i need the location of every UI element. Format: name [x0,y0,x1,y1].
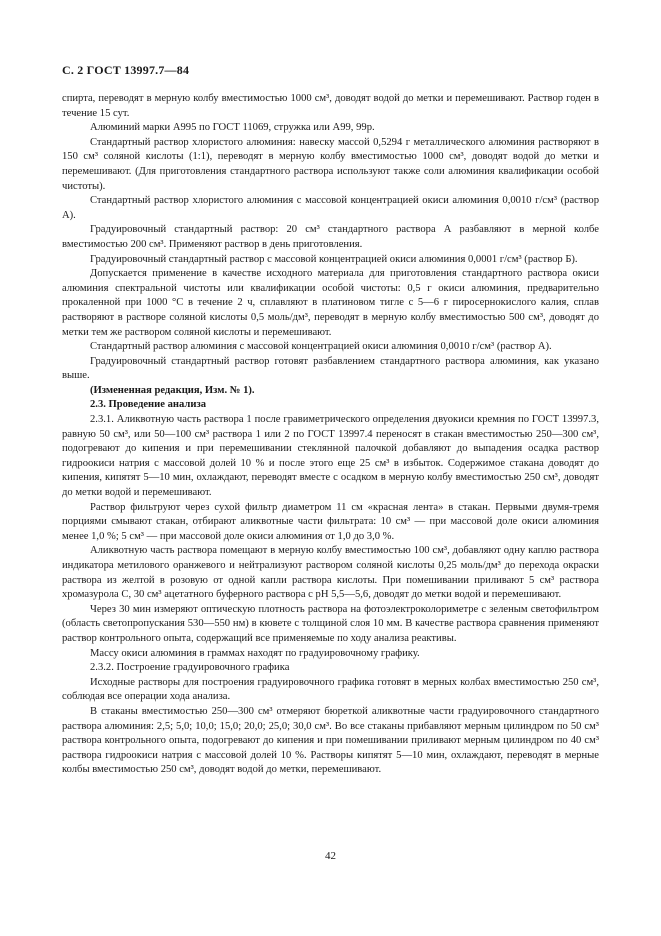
subsection-heading: 2.3.2. Построение градуировочного графика [90,662,290,674]
paragraph: Градуировочный стандартный раствор: 20 см³ стандартного раствора А разбавляют в мерной колбе вместимостью 200 см³. Применяют раствор в день приготовления. [62,224,599,250]
paragraph: Исходные растворы для построения градуировочного графика готовят в мерных колбах вместимостью 250 см³, соблюдая все операции хода анализа. [62,676,599,703]
paragraph: Градуировочный стандартный раствор готовят разбавлением стандартного раствора алюминия, как указано выше. [62,355,599,382]
paragraph: 2.3.1. Аликвотную часть раствора 1 после гравиметрического определения двуокиси кремния по ГОСТ 13997.3, равную 50 см³, или 50—100 см³ раствора 1 или 2 по ГОСТ 13997.4 переносят в стакан вместимостью 250—300 см³, подогревают до кипения и при перемешивании стеклянной палочкой добавляют до выпадения осадка раствор гидроокиси натрия с массовой долей 10 % и после этого еще 25 см³ в избыток. Содержимое стакана доводят до кипения, кипятят 5—10 мин, охлаждают, переводят вместе с осадком в мерную колбу вместимостью 250 см³, доводят до метки водой и перемешивают. [62,414,599,499]
paragraph: Стандартный раствор алюминия с массовой концентрацией окиси алюминия 0,0010 г/см³ (раствор А). [90,341,552,353]
paragraph: Стандартный раствор хлористого алюминия с массовой концентрацией окиси алюминия 0,0010 г/см³ (раствор А). [62,195,599,221]
page-header: С. 2 ГОСТ 13997.7—84 [62,63,190,77]
paragraph: Аликвотную часть раствора помещают в мерную колбу вместимостью 100 см³, добавляют одну каплю раствора индикатора метилового оранжевого и нейтрализуют раствором соляной кислоты 0,25 моль/дм³ до перехода окраски раствора из желтой в розовую от одной капли раствора кислоты. При помешивании приливают 5 см³ раствора хромазурола С, 30 см³ ацетатного буферного раствора с рН 5,5—5,6, доводят до метки водой и перемешивают. [62,545,599,601]
paragraph: Алюминий марки А995 по ГОСТ 11069, стружка или А99, 99р. [90,122,375,134]
amendment-note: (Измененная редакция, Изм. № 1). [90,384,255,396]
paragraph: Массу окиси алюминия в граммах находят по градуировочному графику. [90,647,420,659]
paragraph: Раствор фильтруют через сухой фильтр диаметром 11 см «красная лента» в стакан. Первыми двумя-тремя порциями смывают стакан, отбирают аликвотные части фильтрата: 10 см³ — при массовой доле окиси алюминия менее 1,0 %; 5 см³ — при массовой доле окиси алюминия от 1,0 до 3,0 %. [62,501,599,542]
paragraph: В стаканы вместимостью 250—300 см³ отмеряют бюреткой аликвотные части градуировочного стандартного раствора алюминия: 2,5; 5,0; 10,0; 15,0; 20,0; 25,0; 30,0 см³. Во все стаканы прибавляют мерным цилиндром по 50 см³ раствора контрольного опыта, подогревают до кипения и при помешивании приливают мерным цилиндром по 40 см³ раствора гидроокиси натрия с массовой долей 10 %. Растворы кипятят 5—10 мин, охлаждают, переводят в мерные колбы вместимостью 250 см³, доводят водой до метки, перемешивают. [62,705,599,776]
page-number: 42 [325,850,336,862]
paragraph: Градуировочный стандартный раствор с массовой концентрацией окиси алюминия 0,0001 г/см³ (раствор Б). [90,253,578,265]
paragraph: Допускается применение в качестве исходного материала для приготовления стандартного раствора окиси алюминия спектральной чистоты или квалификации особой чистоты: 0,5 г окиси алюминия, предварительно прокаленной при 1000 °С в течение 2 ч, сплавляют в платиновом тигле с 5—6 г пиросернокислого калия, сплав растворяют в растворе соляной кислоты 0,5 моль/дм³, переводят в мерную колбу вместимостью 500 см³, доводят до метки тем же раствором соляной кислоты и перемешивают. [62,268,599,338]
paragraph: Через 30 мин измеряют оптическую плотность раствора на фотоэлектроколориметре с зеленым светофильтром (область светопропускания 530—550 нм) в кювете с толщиной слоя 10 мм. В качестве раствора сравнения применяют раствор контрольного опыта, содержащий все применяемые по ходу анализа реактивы. [62,603,599,644]
section-heading: 2.3. Проведение анализа [90,399,206,411]
paragraph: спирта, переводят в мерную колбу вместимостью 1000 см³, доводят водой до метки и перемешивают. Раствор годен в течение 15 сут. [62,93,599,119]
document-body [62,92,599,778]
paragraph: Стандартный раствор хлористого алюминия: навеску массой 0,5294 г металлического алюминия растворяют в 150 см³ соляной кислоты (1:1), переводят в мерную колбу вместимостью 1000 см³, доводят водой до метки и перемешивают. (Для приготовления стандартного раствора используют также соли алюминия квалификации особой чистоты). [62,136,599,192]
